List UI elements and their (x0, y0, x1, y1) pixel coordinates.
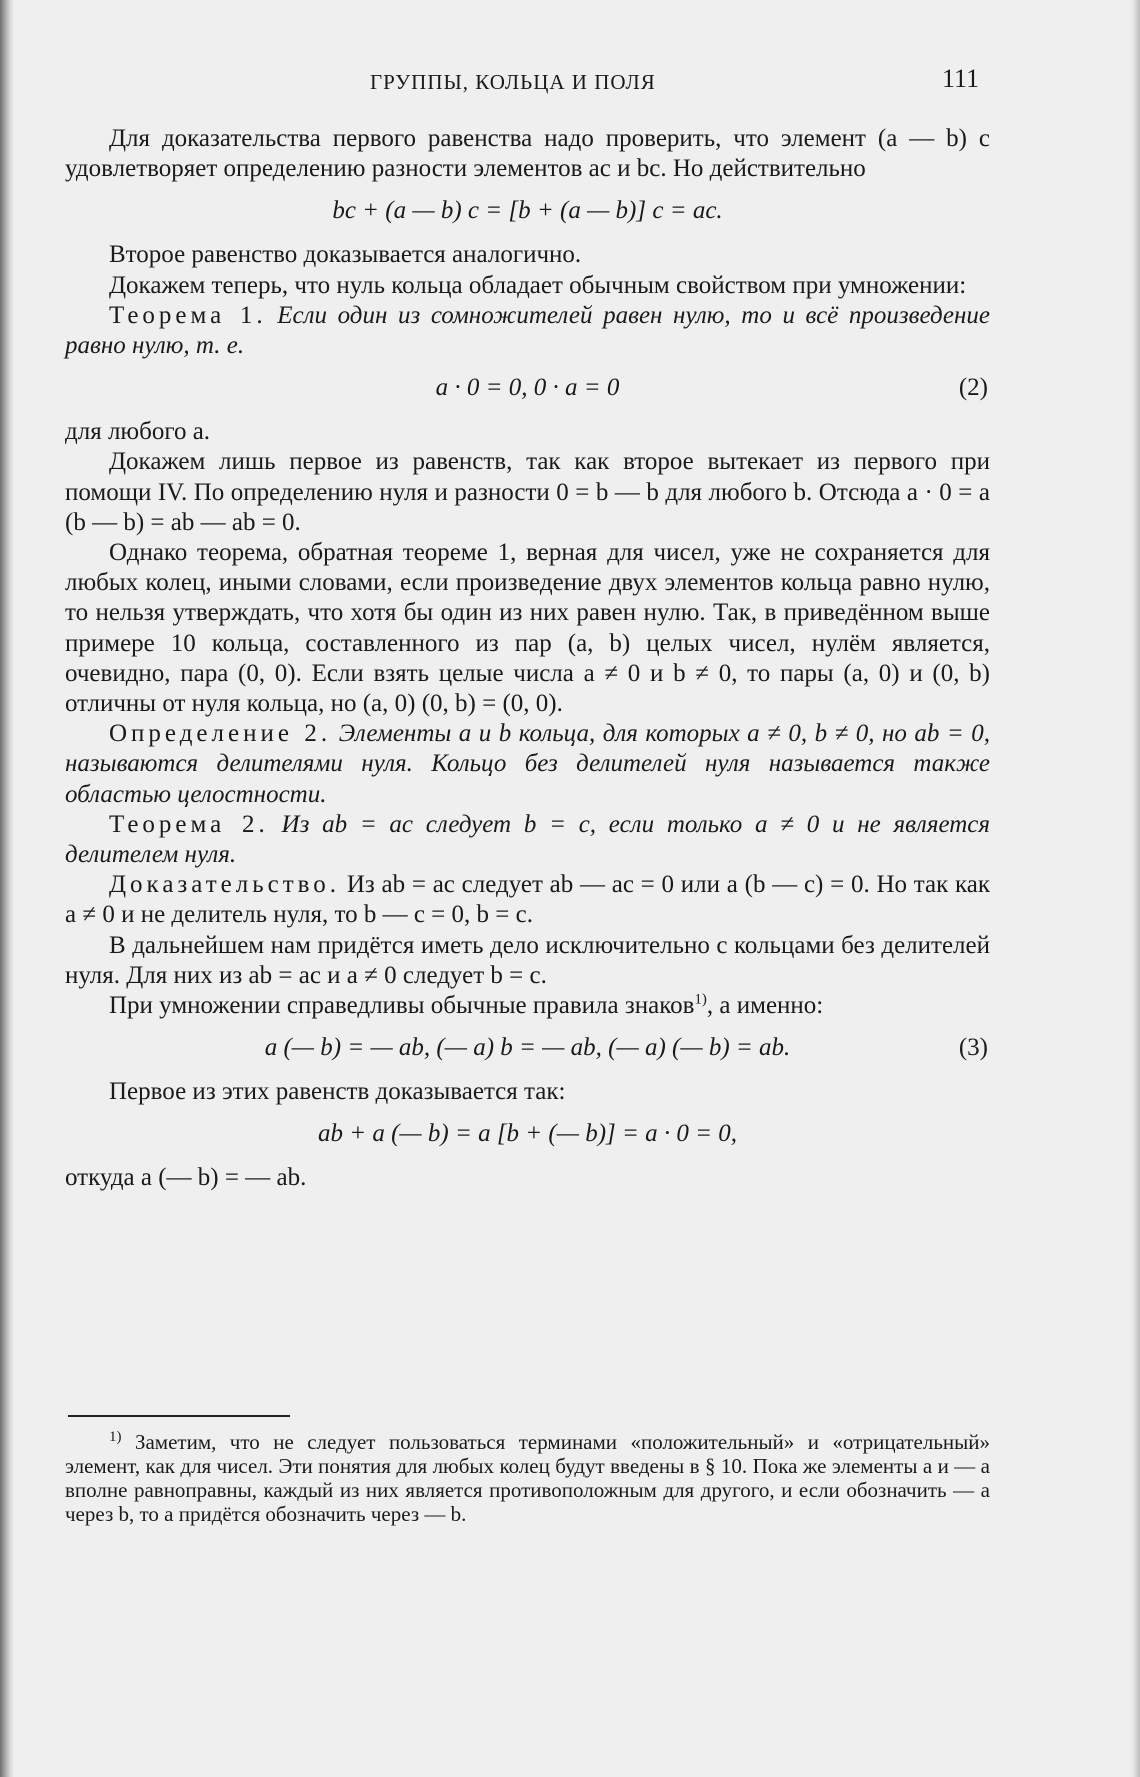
footnote-marker: 1) (109, 1429, 122, 1445)
theorem-statement: Из ab = ac следует b = c, если только a ≠ 0 и не является делителем нуля. (65, 810, 990, 869)
footnote-text: Заметим, что не следует пользоваться терминами «положительный» и «отрицательный» элемент, как для чисел. Эти понятия для любых колец будут введены в § 10. Пока же элементы a и — a вполне равноправны, каждый из них является противоположным для другого, и если обозначить — a через b, то a придётся обозначить через — b. (65, 1430, 990, 1526)
paragraph: Докажем лишь первое из равенств, так как второе вытекает из первого при помощи IV. По определению нуля и разности 0 = b — b для любого b. Отсюда a · 0 = a (b — b) = ab — ab = 0. (65, 448, 990, 536)
paragraph: Первое из этих равенств доказывается так: (109, 1078, 566, 1106)
formula-text: bc + (a — b) c = [b + (a — b)] c = ac. (332, 197, 723, 225)
paragraph: В дальнейшем нам придётся иметь дело исключительно с кольцами без делителей нуля. Для них из ab = ac и a ≠ 0 следует b = c. (65, 931, 990, 989)
running-header (0, 64, 1140, 104)
page-edge-shadow (1130, 0, 1140, 1777)
formula (65, 194, 990, 228)
formula-3 (65, 1031, 990, 1065)
theorem-2 (65, 810, 990, 870)
footnote-ref: 1) (694, 991, 707, 1008)
paragraph: Для доказательства первого равенства надо проверить, что элемент (a — b) c удовлетворяет определению разности элементов ac и bc. Но действительно (65, 125, 990, 183)
formula-2 (65, 371, 990, 405)
footnote (65, 1430, 990, 1526)
theorem-label: Теорема 2. (109, 810, 269, 838)
definition-2 (65, 719, 990, 810)
formula-text: a (— b) = — ab, (— a) b = — ab, (— a) (— b) = ab. (264, 1034, 791, 1062)
footnote-paragraph (65, 1430, 990, 1526)
theorem-1 (65, 301, 990, 361)
formula-text: ab + a (— b) = a [b + (— b)] = a · 0 = 0, (317, 1120, 738, 1148)
paragraph: Докажем теперь, что нуль кольца обладает обычным свойством при умножении: (109, 271, 967, 299)
proof-label: Доказательство. (109, 871, 341, 899)
paragraph-text: При умножении справедливы обычные правила знаков (109, 992, 695, 1020)
body-text (65, 124, 990, 1194)
equation-number: (2) (958, 374, 988, 402)
footnote-rule (68, 1415, 290, 1417)
paragraph: Второе равенство доказывается аналогично. (109, 241, 582, 269)
paragraph (65, 991, 990, 1021)
formula (65, 1117, 990, 1151)
paragraph: для любого a. (65, 418, 211, 446)
page-binding-shadow (0, 0, 14, 1777)
running-title: ГРУППЫ, КОЛЬЦА И ПОЛЯ (370, 70, 656, 94)
proof (65, 870, 990, 930)
page-number: 111 (942, 64, 980, 93)
formula-text: a · 0 = 0, 0 · a = 0 (435, 374, 620, 402)
proof-text: Из ab = ac следует ab — ac = 0 или a (b — c) = 0. Но так как a ≠ 0 и не делитель нуля, то b — c = 0, b = c. (65, 871, 991, 929)
paragraph-text: , а именно: (706, 992, 824, 1020)
paragraph: откуда a (— b) = — ab. (65, 1164, 307, 1192)
paragraph: Однако теорема, обратная теореме 1, верная для чисел, уже не сохраняется для любых колец, иными словами, если произведение двух элементов кольца равно нулю, то нельзя утверждать, что хотя бы один из них равен нулю. Так, в приведённом выше примере 10 кольца, составленного из пар (a, b) целых чисел, нулём является, очевидно, пара (0, 0). Если взять целые числа a ≠ 0 и b ≠ 0, то пары (a, 0) и (0, b) отличны от нуля кольца, но (a, 0) (0, b) = (0, 0). (65, 539, 990, 718)
theorem-statement: Если один из сомножителей равен нулю, то и всё произведение равно нулю, т. е. (65, 301, 991, 360)
definition-label: Определение 2. (109, 720, 332, 748)
equation-number: (3) (958, 1034, 988, 1062)
theorem-label: Теорема 1. (109, 301, 267, 329)
definition-statement: Элементы a и b кольца, для которых a ≠ 0, b ≠ 0, но ab = 0, называются делителями нуля. Кольцо без делителей нуля называется также областью целостности. (65, 720, 991, 808)
